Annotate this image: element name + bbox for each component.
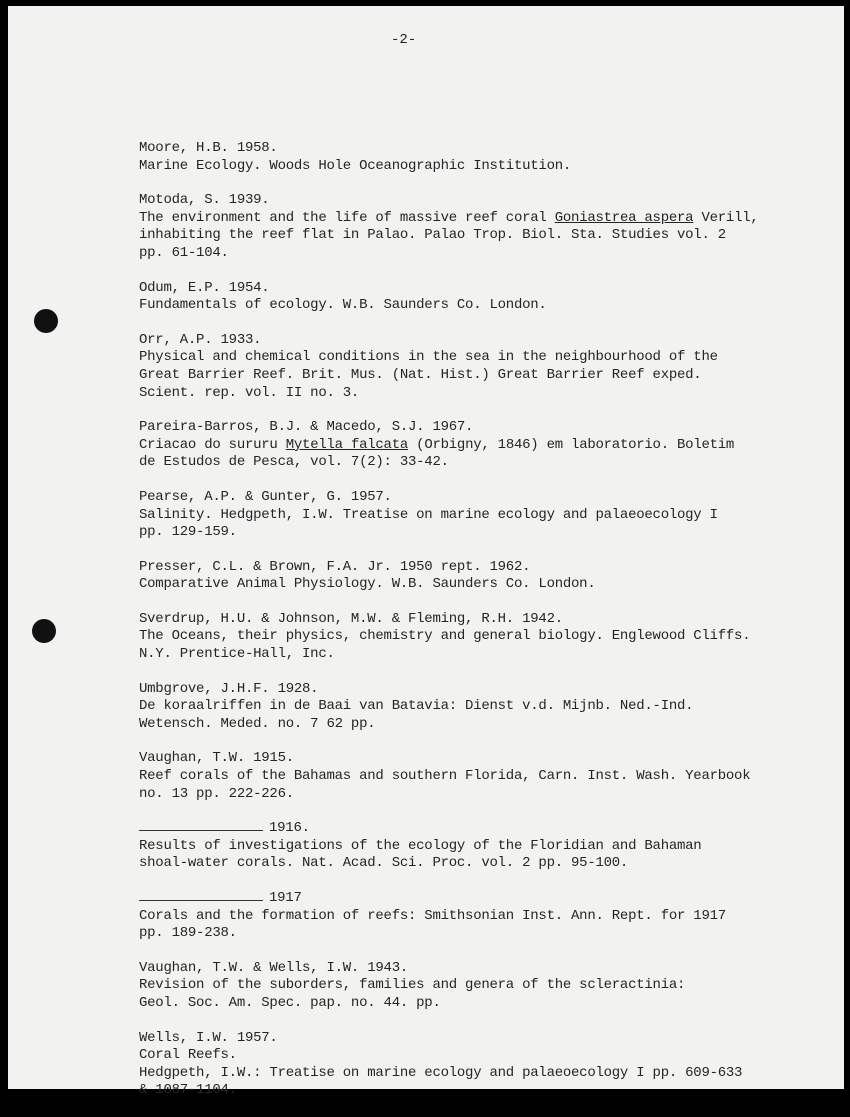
- reference-list: [139, 140, 829, 1117]
- text-segment: de Estudos de Pesca, vol. 7(2): 33-42.: [139, 454, 449, 471]
- reference-author-year: Orr, A.P. 1933.: [139, 331, 262, 348]
- reference-entry: [139, 890, 829, 943]
- reference-heading: [139, 1030, 829, 1048]
- reference-heading: [139, 820, 829, 838]
- reference-text-line: shoal-water corals. Nat. Acad. Sci. Proc. vol. 2 pp. 95-100.: [139, 855, 629, 872]
- text-segment: The environment and the life of massive reef coral: [139, 209, 555, 226]
- species-name: Mytella falcata: [285, 436, 409, 453]
- reference-text-line: Results of investigations of the ecology of the Floridian and Bahaman: [139, 837, 702, 854]
- reference-heading: [139, 140, 829, 158]
- reference-entry: [139, 192, 829, 262]
- reference-heading: [139, 419, 829, 437]
- text-segment: pp. 61-104.: [139, 244, 229, 261]
- text-segment: Verill,: [693, 209, 759, 226]
- page-number: -2-: [391, 32, 417, 48]
- reference-text-line: Salinity. Hedgpeth, I.W. Treatise on marine ecology and palaeoecology I: [139, 506, 718, 523]
- reference-heading: [139, 332, 829, 350]
- reference-author-year: Wells, I.W. 1957.: [139, 1029, 278, 1046]
- reference-text-line: [139, 245, 829, 263]
- reference-author-year: Vaughan, T.W. 1915.: [139, 750, 294, 767]
- reference-text-line: N.Y. Prentice-Hall, Inc.: [139, 646, 335, 663]
- reference-entry: [139, 332, 829, 402]
- reference-entry: [139, 1030, 829, 1100]
- reference-text-line: [139, 454, 829, 472]
- reference-text-line: Hedgpeth, I.W.: Treatise on marine ecology and palaeoecology I pp. 609-633: [139, 1064, 743, 1081]
- reference-author-year: 1917: [269, 890, 302, 906]
- reference-entry: [139, 280, 829, 315]
- document-page: [8, 6, 844, 1099]
- reference-text-line: Great Barrier Reef. Brit. Mus. (Nat. Hist.) Great Barrier Reef exped.: [139, 366, 702, 383]
- reference-author-year: Pearse, A.P. & Gunter, G. 1957.: [139, 488, 392, 505]
- reference-text-line: Scient. rep. vol. II no. 3.: [139, 384, 360, 401]
- reference-heading: [139, 192, 829, 210]
- text-segment: (Orbigny, 1846) em laboratorio. Boletim: [408, 436, 735, 453]
- reference-heading: [139, 890, 829, 908]
- reference-author-year: Odum, E.P. 1954.: [139, 279, 270, 296]
- ditto-line: [139, 829, 263, 831]
- reference-text-line: Coral Reefs.: [139, 1047, 237, 1064]
- reference-heading: [139, 559, 829, 577]
- reference-entry: [139, 611, 829, 664]
- text-segment: Criacao do sururu: [139, 436, 286, 453]
- reference-text-line: [139, 210, 829, 228]
- ditto-line: [139, 899, 263, 901]
- reference-entry: [139, 681, 829, 734]
- reference-entry: [139, 140, 829, 175]
- reference-text-line: Corals and the formation of reefs: Smithsonian Inst. Ann. Rept. for 1917: [139, 907, 726, 924]
- reference-author-year: Sverdrup, H.U. & Johnson, M.W. & Fleming, R.H. 1942.: [139, 610, 563, 627]
- reference-heading: [139, 489, 829, 507]
- reference-entry: [139, 419, 829, 472]
- reference-author-year: Pareira-Barros, B.J. & Macedo, S.J. 1967.: [139, 419, 474, 436]
- reference-text-line: Physical and chemical conditions in the sea in the neighbourhood of the: [139, 349, 718, 366]
- reference-author-year: Vaughan, T.W. & Wells, I.W. 1943.: [139, 959, 408, 976]
- text-segment: inhabiting the reef flat in Palao. Palao Trop. Biol. Sta. Studies vol. 2: [139, 227, 726, 244]
- reference-author-year: Umbgrove, J.H.F. 1928.: [139, 680, 319, 697]
- reference-author-year: 1916.: [269, 820, 310, 837]
- reference-entry: [139, 489, 829, 542]
- reference-text-line: pp. 189-238.: [139, 925, 237, 942]
- reference-entry: [139, 750, 829, 803]
- reference-text-line: Comparative Animal Physiology. W.B. Saunders Co. London.: [139, 576, 596, 593]
- reference-author-year: Moore, H.B. 1958.: [139, 140, 278, 156]
- reference-text-line: Geol. Soc. Am. Spec. pap. no. 44. pp.: [139, 994, 441, 1011]
- reference-text-line: Marine Ecology. Woods Hole Oceanographic Institution.: [139, 157, 572, 174]
- reference-heading: [139, 960, 829, 978]
- reference-heading: [139, 750, 829, 768]
- punch-hole: [34, 309, 58, 333]
- reference-entry: [139, 820, 829, 873]
- reference-text-line: Reef corals of the Bahamas and southern Florida, Carn. Inst. Wash. Yearbook: [139, 768, 751, 785]
- reference-text-line: Revision of the suborders, families and genera of the scleractinia:: [139, 977, 686, 994]
- reference-entry: [139, 960, 829, 1013]
- reference-heading: [139, 681, 829, 699]
- reference-heading: [139, 280, 829, 298]
- reference-text-line: Fundamentals of ecology. W.B. Saunders Co. London.: [139, 297, 547, 314]
- reference-author-year: Motoda, S. 1939.: [139, 192, 270, 209]
- reference-text-line: De koraalriffen in de Baai van Batavia: Dienst v.d. Mijnb. Ned.-Ind.: [139, 698, 694, 715]
- reference-text-line: pp. 129-159.: [139, 524, 237, 541]
- reference-author-year: Presser, C.L. & Brown, F.A. Jr. 1950 rept. 1962.: [139, 558, 531, 575]
- reference-text-line: The Oceans, their physics, chemistry and general biology. Englewood Cliffs.: [139, 628, 751, 645]
- species-name: Goniastrea aspera: [554, 209, 694, 226]
- reference-text-line: no. 13 pp. 222-226.: [139, 785, 294, 802]
- reference-heading: [139, 611, 829, 629]
- reference-text-line: Wetensch. Meded. no. 7 62 pp.: [139, 715, 376, 732]
- punch-hole: [32, 619, 56, 643]
- reference-text-line: [139, 227, 829, 245]
- reference-entry: [139, 559, 829, 594]
- reference-text-line: & 1087-1104.: [139, 1082, 237, 1099]
- reference-text-line: [139, 437, 829, 455]
